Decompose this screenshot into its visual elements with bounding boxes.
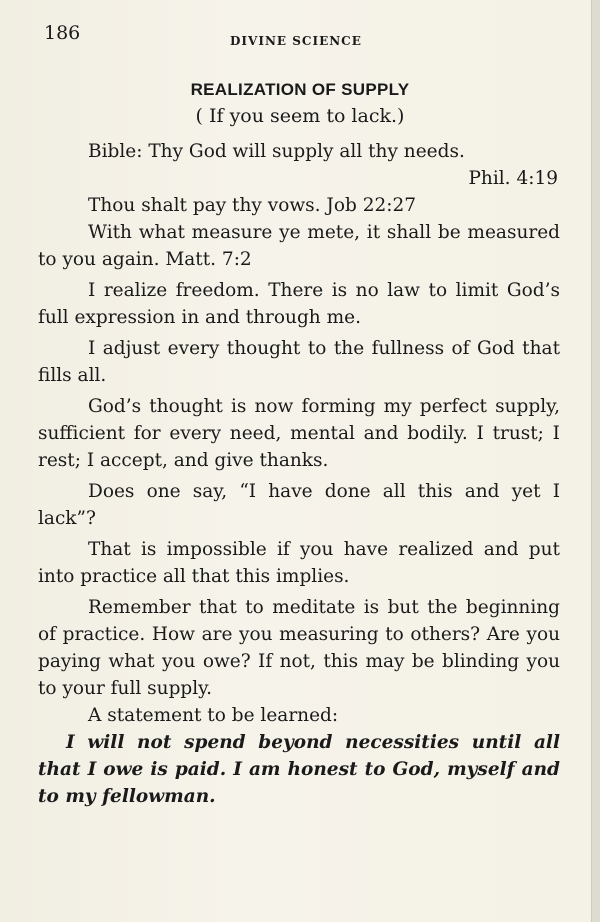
paragraph-remember: Remember that to meditate is but the beginning of practice. How are you measuring to others? Are you paying what you owe? If not, this may be blinding you to your full supply.: [38, 597, 560, 699]
citation-phil: Phil. 4:19: [468, 168, 558, 189]
section-subtitle: ( If you seem to lack.): [195, 105, 405, 127]
paragraph-statement-intro: A statement to be learned:: [88, 705, 339, 726]
running-head: DIVINE SCIENCE: [230, 34, 362, 48]
paragraph-adjust: I adjust every thought to the fullness of God that fills all.: [38, 338, 560, 386]
paragraph-job: Thou shalt pay thy vows. Job 22:27: [88, 195, 417, 216]
paragraph-thought: God’s thought is now forming my perfect supply, sufficient for every need, mental and bodily. I trust; I rest; I accept, and give thanks.: [38, 396, 560, 471]
paragraph-question: Does one say, “I have done all this and yet I lack”?: [38, 481, 560, 529]
paragraph-bible: Bible: Thy God will supply all thy needs.: [88, 141, 465, 162]
body-text: [38, 138, 560, 810]
paragraph-freedom: I realize freedom. There is no law to limit God’s full expression in and through me.: [38, 280, 560, 328]
page-edge: [591, 0, 600, 922]
paragraph-statement: I will not spend beyond necessities until all that I owe is paid. I am honest to God, myself and to my fellowman.: [38, 732, 560, 807]
page-number: 186: [44, 22, 81, 44]
paragraph-matt: With what measure ye mete, it shall be measured to you again. Matt. 7:2: [38, 222, 560, 270]
section-title: REALIZATION OF SUPPLY: [190, 80, 410, 99]
paragraph-impossible: That is impossible if you have realized and put into practice all that this implies.: [38, 539, 560, 587]
